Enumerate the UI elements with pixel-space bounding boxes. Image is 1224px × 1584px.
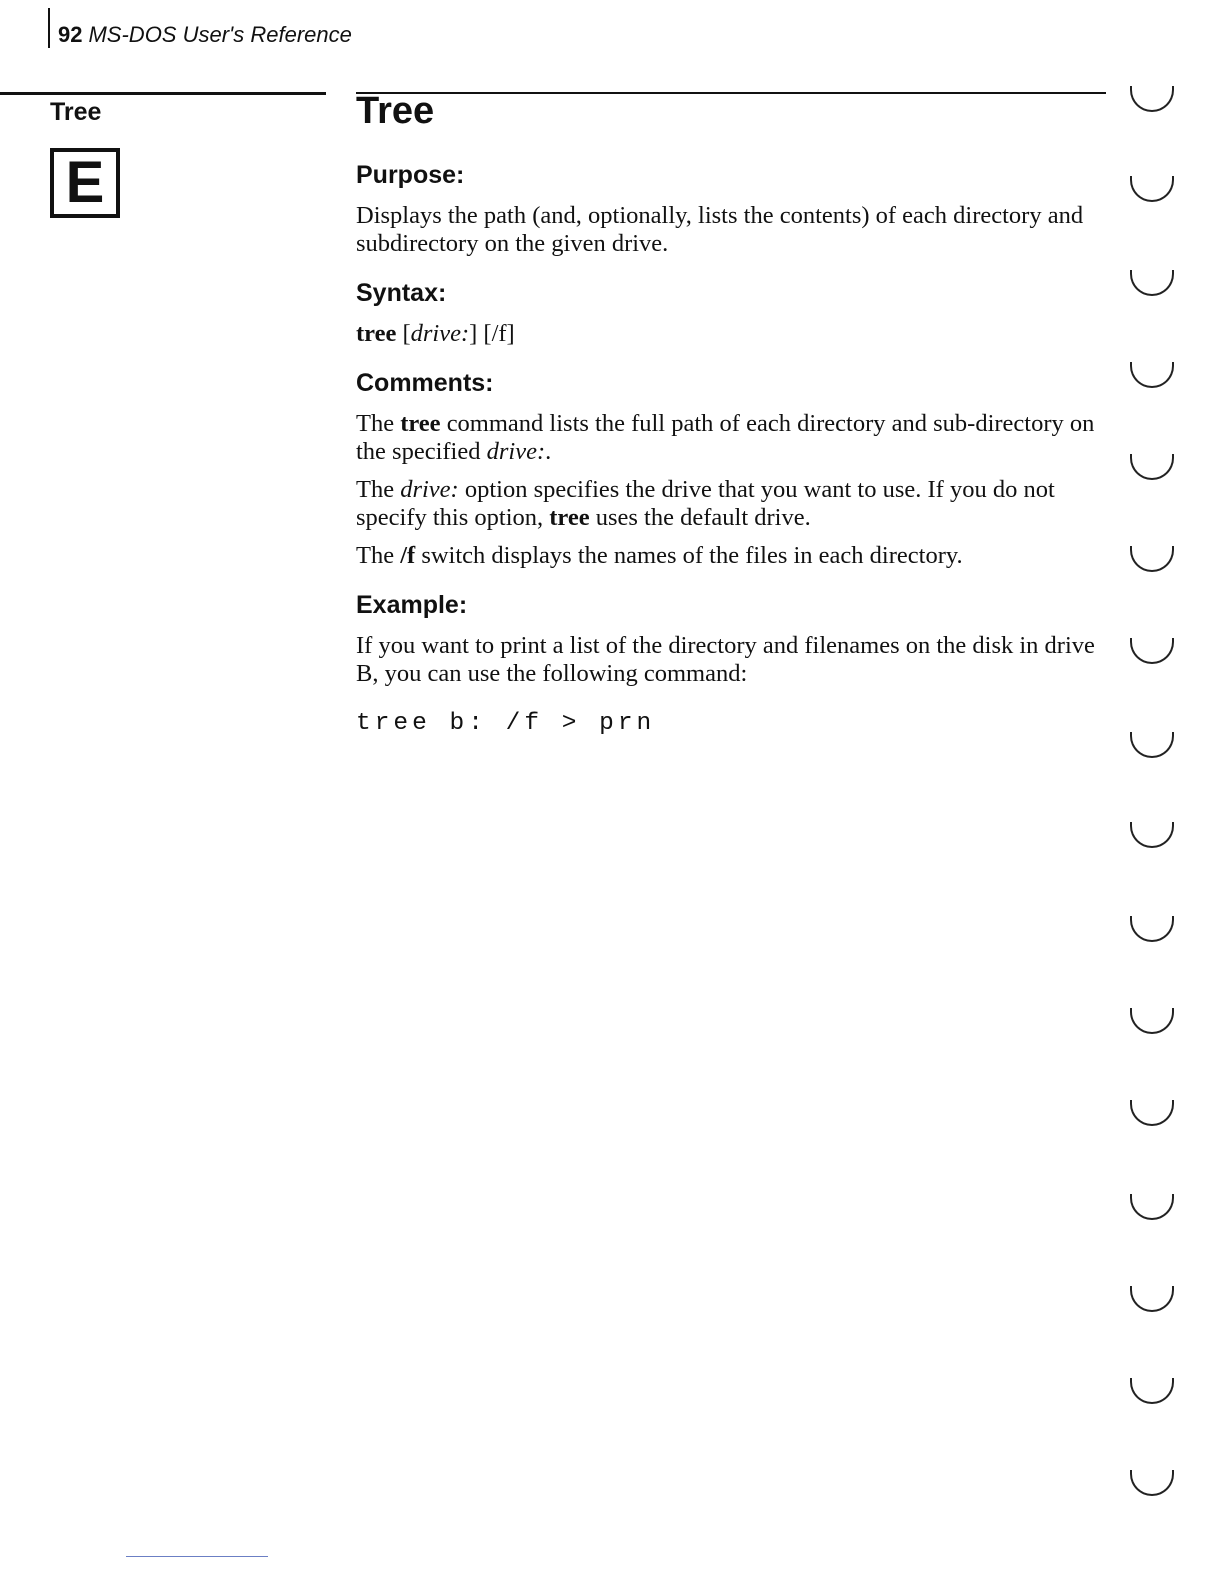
command-name: tree	[549, 504, 590, 531]
binder-hole-icon	[1130, 916, 1174, 942]
text-run: The	[356, 542, 401, 569]
scan-artifact-line	[126, 1556, 268, 1557]
comments-heading: Comments:	[356, 369, 494, 397]
switch-name: /f	[400, 542, 416, 569]
page-number: 92	[58, 22, 83, 47]
comments-paragraph-1	[356, 410, 1096, 466]
syntax-line	[356, 320, 1096, 348]
syntax-command: tree	[356, 320, 397, 347]
binder-hole-icon	[1130, 270, 1174, 296]
binder-hole-icon	[1130, 454, 1174, 480]
drive-param: drive:	[486, 438, 546, 465]
example-code: tree b: /f > prn	[356, 710, 656, 737]
section-badge	[50, 148, 120, 218]
sidebar-title: Tree	[50, 98, 102, 126]
syntax-heading: Syntax:	[356, 279, 447, 307]
binder-hole-icon	[1130, 546, 1174, 572]
binder-hole-icon	[1130, 1470, 1174, 1496]
drive-param: drive:	[400, 476, 459, 503]
comments-paragraph-3	[356, 542, 1096, 570]
text-run: uses the default drive.	[589, 504, 811, 531]
binder-hole-icon	[1130, 1286, 1174, 1312]
binder-hole-icon	[1130, 176, 1174, 202]
binder-hole-icon	[1130, 86, 1174, 112]
text-run: The	[356, 476, 401, 503]
text-run: The	[356, 410, 401, 437]
text-run: option specifies the drive that you want to use. If you do not specify this option,	[356, 476, 1055, 531]
syntax-drive: drive:	[410, 320, 470, 347]
binder-hole-icon	[1130, 822, 1174, 848]
entry-body	[356, 90, 1096, 738]
section-badge-letter: E	[65, 150, 105, 215]
comments-paragraph-2	[356, 476, 1096, 532]
book-title: MS-DOS User's Reference	[88, 22, 352, 47]
binder-hole-icon	[1130, 732, 1174, 758]
purpose-text: Displays the path (and, optionally, lists the contents) of each directory and subdirectory on the given drive.	[356, 202, 1084, 257]
syntax-open: [	[396, 320, 411, 347]
binder-hole-icon	[1130, 1378, 1174, 1404]
sidebar-rule	[0, 92, 326, 95]
entry-title: Tree	[356, 90, 435, 132]
running-header	[48, 8, 352, 48]
text-run: switch displays the names of the files in each directory.	[415, 542, 963, 569]
binder-hole-icon	[1130, 638, 1174, 664]
text-run: .	[545, 438, 552, 465]
example-text: If you want to print a list of the directory and filenames on the disk in drive B, you can use the following command:	[356, 632, 1095, 687]
syntax-close: ] [/f]	[469, 320, 515, 347]
text-run: command lists the full path of each directory and sub-directory on the specified	[356, 410, 1095, 465]
binder-hole-icon	[1130, 1194, 1174, 1220]
binder-hole-icon	[1130, 1008, 1174, 1034]
binder-hole-icon	[1130, 362, 1174, 388]
example-heading: Example:	[356, 591, 468, 619]
purpose-heading: Purpose:	[356, 161, 465, 189]
command-name: tree	[400, 410, 441, 437]
binder-hole-icon	[1130, 1100, 1174, 1126]
